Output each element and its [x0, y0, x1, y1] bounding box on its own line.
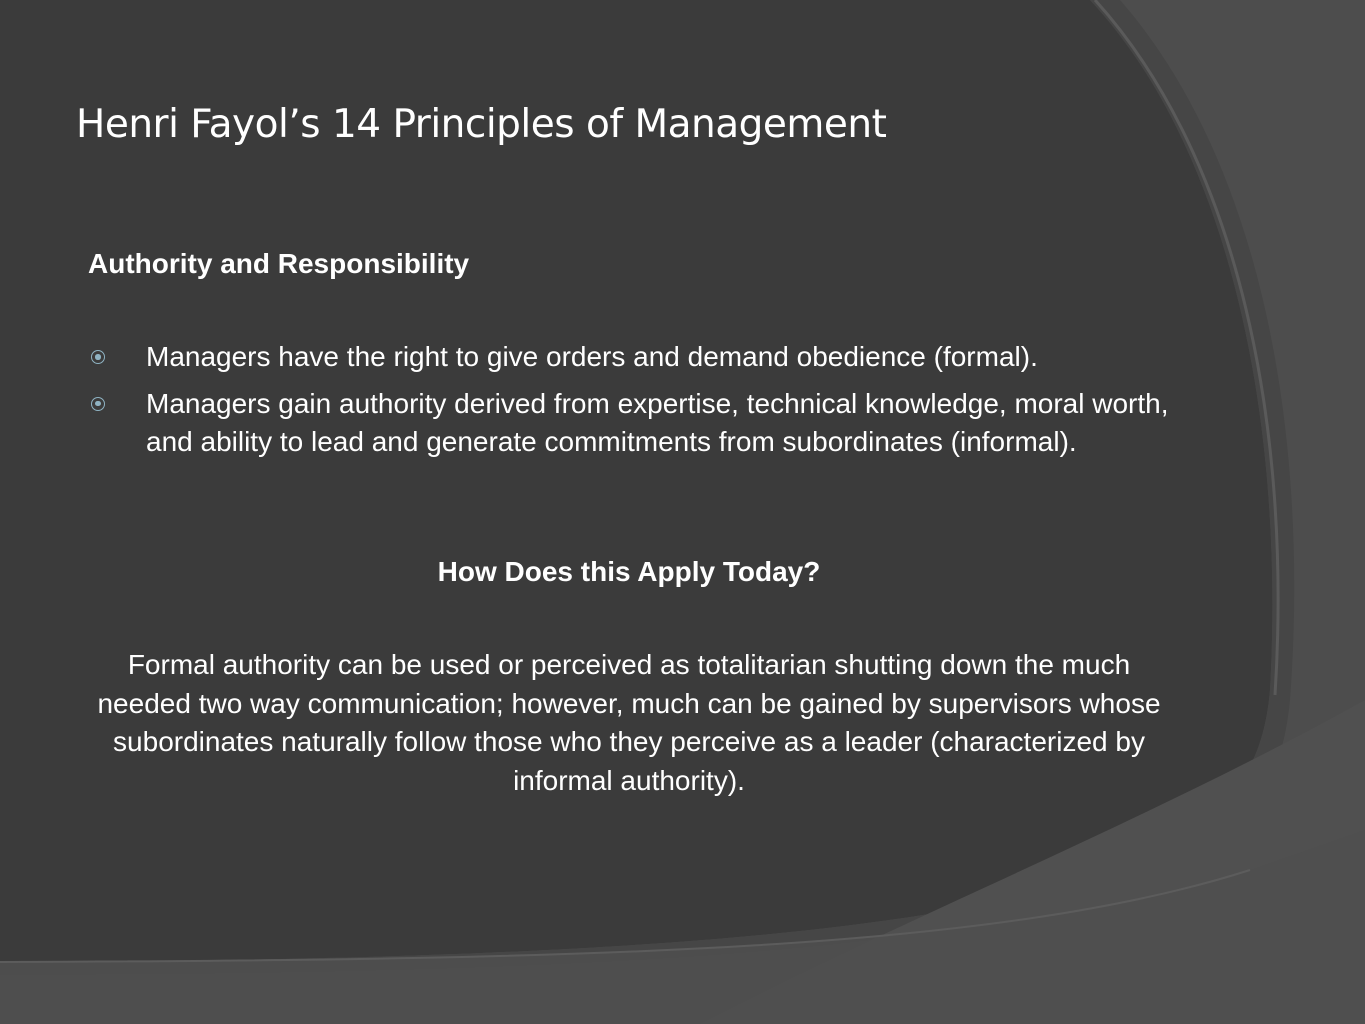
circle-dot-icon — [91, 397, 105, 411]
bullet-text: Managers gain authority derived from expertise, technical knowledge, moral worth, and ability to lead and generate commitments from subordinates (informal). — [146, 387, 1169, 457]
circle-dot-icon — [91, 350, 105, 364]
subheading: How Does this Apply Today? — [437, 556, 821, 587]
section-heading: Authority and Responsibility — [88, 248, 470, 279]
slide-title: Henri Fayol’s 14 Principles of Management — [76, 102, 887, 147]
bullet-item — [90, 385, 1200, 462]
bullet-text: Managers have the right to give orders and demand obedience (formal). — [146, 341, 1038, 372]
bullet-item — [90, 338, 1200, 377]
body-paragraph: Formal authority can be used or perceived as totalitarian shutting down the much needed two way communication; however, much can be gained by supervisors whose subordinates naturally follow those who they perceive as a leader (characterized by informal authority). — [97, 649, 1161, 796]
bullet-list — [90, 338, 1200, 470]
